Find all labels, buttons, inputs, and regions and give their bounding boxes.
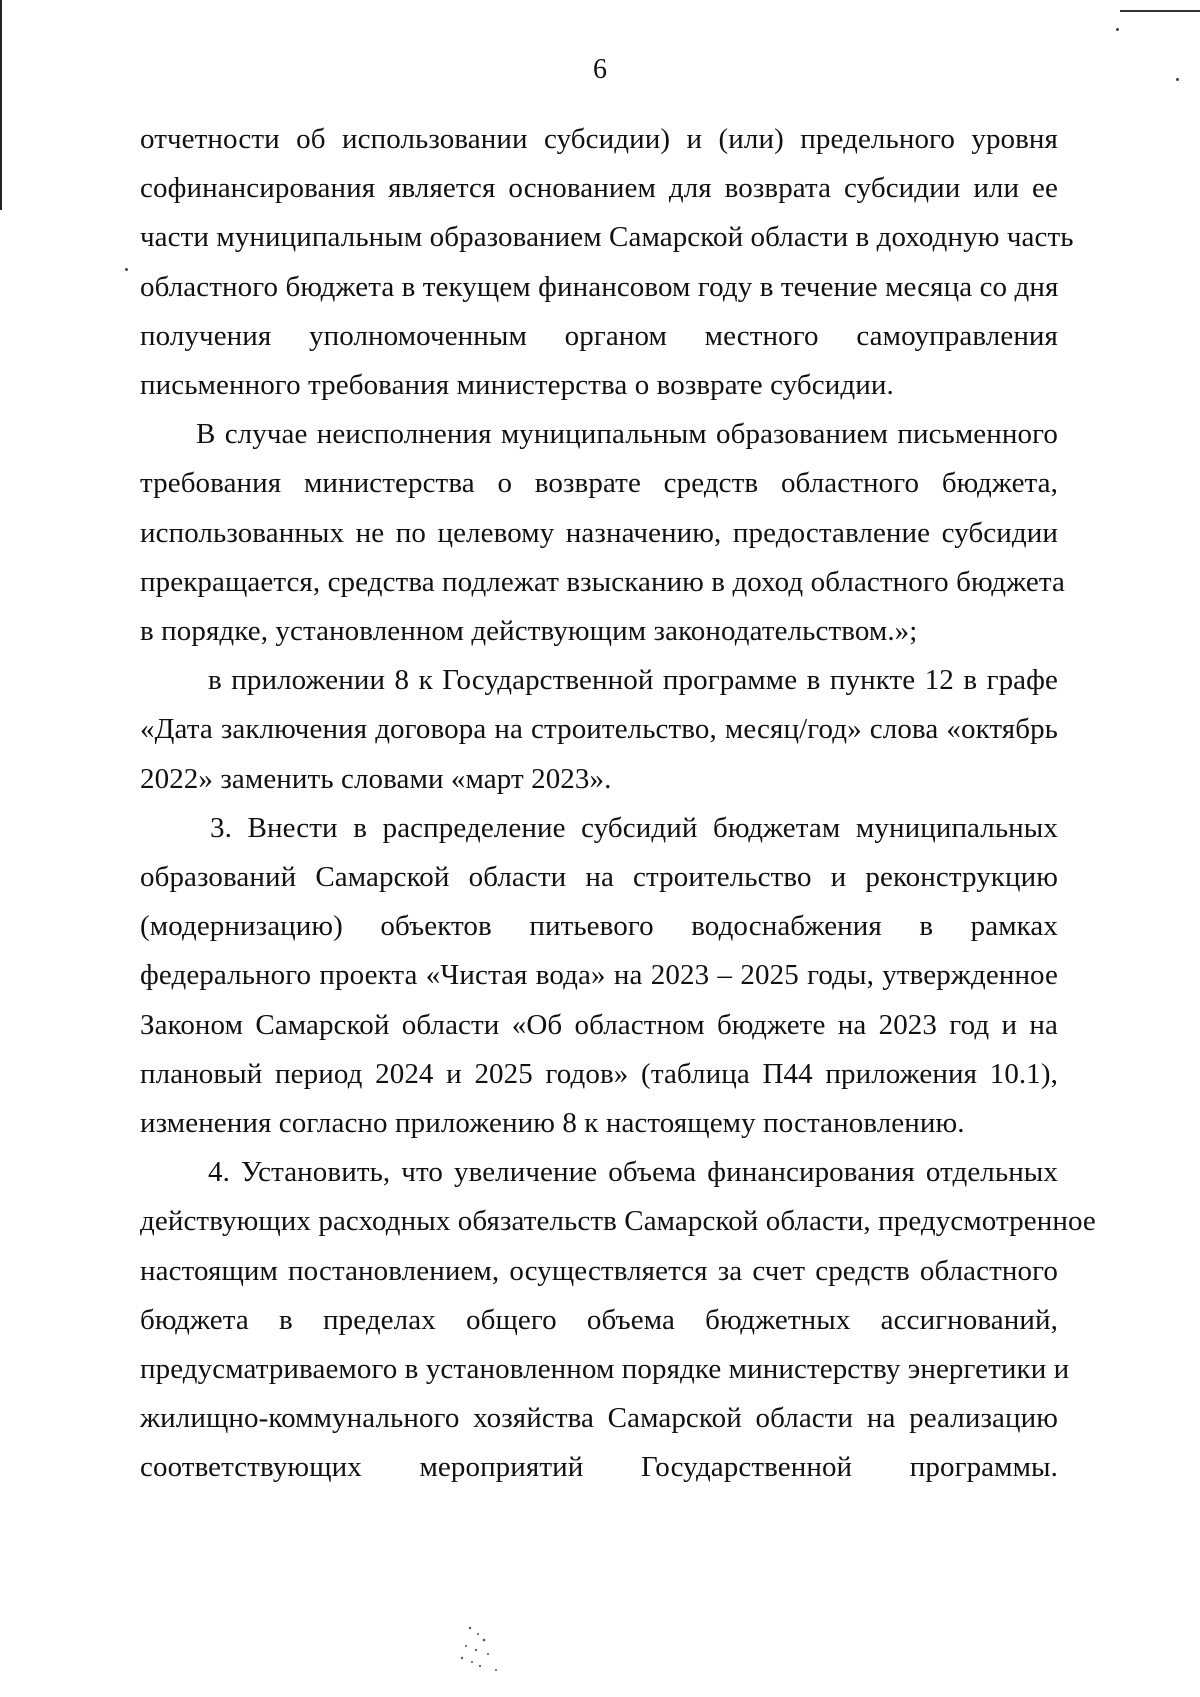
paragraph-appendix-8 (140, 656, 1058, 804)
text-line: в порядке, установленном действующим законодательством.»; (140, 615, 918, 648)
text-line: в приложении 8 к Государственной программе в пункте 12 в графе (208, 664, 1058, 697)
text-line: 3. Внести в распределение субсидий бюджетам муниципальных (210, 811, 1058, 844)
scan-speck (1116, 28, 1119, 31)
text-line: областного бюджета в текущем финансовом году в течение месяца со дня (140, 270, 1059, 303)
text-line: письменного требования министерства о возврате субсидии. (140, 369, 894, 402)
text-line: части муниципальным образованием Самарской области в доходную часть (140, 221, 1074, 254)
text-line: предусматриваемого в установленном порядке министерству энергетики и (140, 1353, 1070, 1386)
text-line: требования министерства о возврате средств областного бюджета, (140, 467, 1058, 500)
text-line: прекращается, средства подлежат взысканию в доход областного бюджета (140, 565, 1065, 598)
scan-top-rule (1120, 10, 1200, 12)
text-line: получения уполномоченным органом местного самоуправления (140, 319, 1058, 352)
text-line: действующих расходных обязательств Самарской области, предусмотренное (140, 1205, 1096, 1238)
scan-speck (125, 268, 128, 271)
text-line: соответствующих мероприятий Государственной программы. (140, 1451, 1058, 1484)
text-line: федерального проекта «Чистая вода» на 2023 – 2025 годы, утвержденное (140, 959, 1058, 992)
paragraph-non-compliance (140, 410, 1065, 656)
text-line: настоящим постановлением, осуществляется за счет средств областного (140, 1254, 1058, 1287)
text-line: образований Самарской области на строительство и реконструкцию (140, 861, 1058, 894)
text-line: 2022» заменить словами «март 2023». (140, 762, 612, 795)
text-line: отчетности об использовании субсидии) и (или) предельного уровня (140, 123, 1058, 155)
text-line: софинансирования является основанием для возврата субсидии или ее (140, 172, 1058, 205)
paragraph-subsidy-return (140, 115, 1074, 410)
text-line: «Дата заключения договора на строительство, месяц/год» слова «октябрь (140, 713, 1058, 746)
paragraph-item-4 (140, 1148, 1096, 1492)
scan-edge-line (0, 0, 2, 210)
scan-smudge (450, 1618, 520, 1678)
text-line: В случае неисполнения муниципальным образованием письменного (196, 418, 1058, 451)
text-line: жилищно-коммунального хозяйства Самарской области на реализацию (140, 1402, 1058, 1435)
page-number: 6 (593, 54, 607, 85)
text-line: (модернизацию) объектов питьевого водоснабжения в рамках (140, 910, 1058, 943)
text-line: 4. Установить, что увеличение объема финансирования отдельных (208, 1156, 1058, 1189)
text-line: плановый период 2024 и 2025 годов» (таблица П44 приложения 10.1), (140, 1057, 1058, 1090)
text-line: бюджета в пределах общего объема бюджетных ассигнований, (140, 1303, 1058, 1336)
paragraph-item-3 (140, 804, 1058, 1148)
text-line: изменения согласно приложению 8 к настоящему постановлению. (140, 1107, 965, 1140)
document-body (140, 115, 1096, 1493)
text-line: использованных не по целевому назначению, предоставление субсидии (140, 516, 1058, 549)
text-line: Законом Самарской области «Об областном бюджете на 2023 год и на (140, 1008, 1058, 1041)
